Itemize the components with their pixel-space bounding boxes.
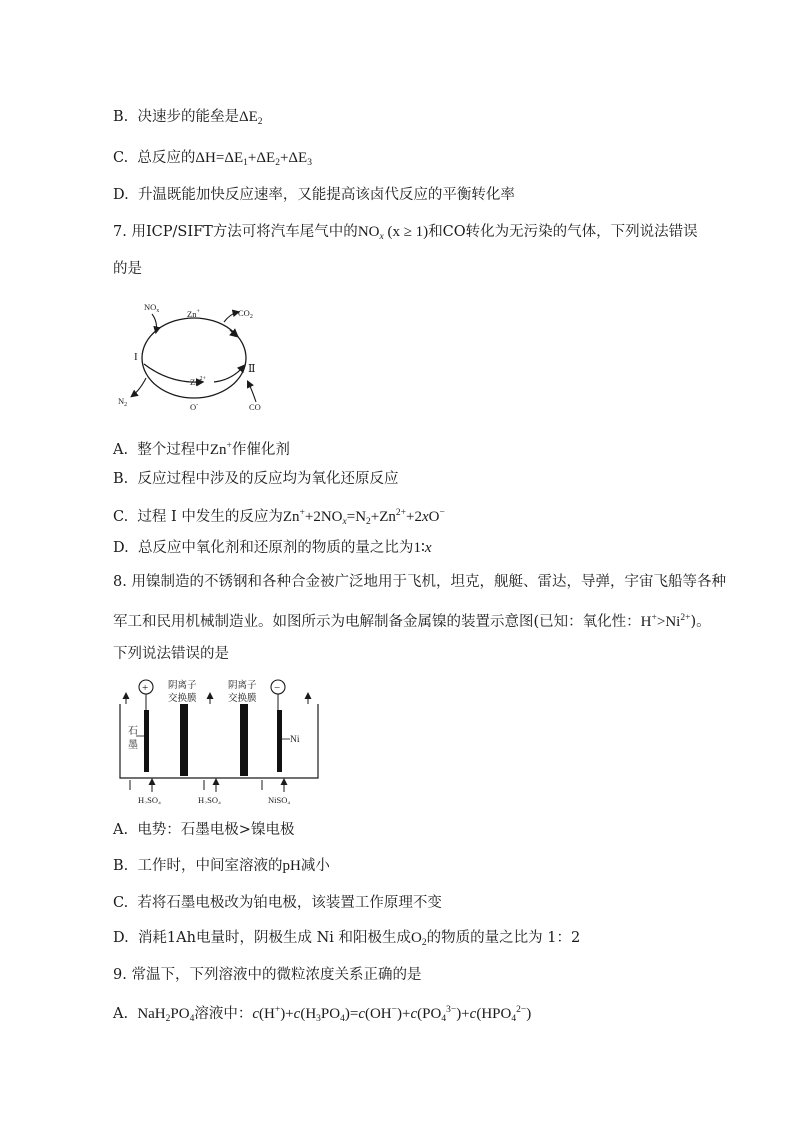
- svg-text:墨: 墨: [128, 740, 138, 751]
- q7-option-a: A. 整个过程中Zn+作催化剂: [113, 441, 290, 458]
- q7-stem-cont: 的是: [113, 261, 142, 277]
- electrolysis-cell-diagram: [112, 676, 322, 804]
- q6-option-c: [113, 148, 312, 173]
- anion-membrane-1: [180, 704, 188, 776]
- niso4-inlet: NiSO₄: [268, 795, 291, 804]
- option-text: 总反应的: [137, 150, 196, 166]
- process-ii-label: Ⅱ: [248, 363, 256, 375]
- h2so4-inlet-1: H₂SO₄: [138, 795, 161, 804]
- svg-text:交换膜: 交换膜: [168, 694, 197, 704]
- process-i-label: I: [134, 351, 138, 363]
- graphite-label: 石: [128, 726, 138, 737]
- option-prefix: B.: [113, 109, 129, 125]
- q8-option-b: B. 工作时，中间室溶液的pH减小: [113, 858, 330, 874]
- q6-option-b: [113, 107, 263, 132]
- q7-option-c: C. 过程 I 中发生的反应为$Zn^++2NO_x=N_2+Zn^{2+}+2xO^-$: [113, 508, 445, 527]
- svg-text:+: +: [142, 682, 149, 694]
- co2-label: $CO_2$: [238, 308, 253, 320]
- q7-option-b: B. 反应过程中涉及的反应均为氧化还原反应: [113, 471, 399, 487]
- q8-option-d: D. 消耗1Ah电量时，阴极生成 Ni 和阳极生成$O_2$的物质的量之比为 1：2: [113, 930, 581, 948]
- nickel-electrode: [277, 710, 282, 772]
- co-label: CO: [249, 402, 261, 412]
- process-i-equation: $Zn^++2NO_x=N_2+Zn^{2+}+2xO^-$: [282, 508, 445, 527]
- q8-stem: 8. 用镍制造的不锈钢和各种合金被广泛地用于飞机，坦克，舰艇、雷达，导弹，宇宙飞船等各种: [113, 574, 726, 590]
- o-minus-label: O-: [190, 402, 199, 412]
- svg-text:交换膜: 交换膜: [228, 694, 257, 704]
- anion-membrane-2: [240, 704, 248, 776]
- option-prefix: D.: [113, 187, 129, 203]
- option-text: 决速步的能垒是: [137, 109, 239, 125]
- n2-label: $N_2$: [118, 396, 128, 408]
- catalytic-cycle-diagram: [110, 292, 270, 420]
- q8-stem-cont: 军工和民用机械制造业。如图所示为电解制备金属镍的装置示意图(已知：氧化性：$H^+>Ni^{2+}$)。: [113, 613, 711, 630]
- option-prefix: C.: [113, 150, 129, 166]
- q9-stem: 9. 常温下，下列溶液中的微粒浓度关系正确的是: [113, 967, 422, 983]
- svg-text:−: −: [274, 682, 281, 694]
- q7-option-d: D. 总反应中氧化剂和还原剂的物质的量之比为1∶x: [113, 540, 432, 556]
- h2so4-inlet-2: H₂SO₄: [198, 795, 221, 804]
- q7-stem: 7. 用ICP/SIFT方法可将汽车尾气中的$NO_x$ (x ≥ 1)和CO转化为无污染的气体，下列说法错误: [113, 224, 698, 242]
- enthalpy-equation: $\Delta H=\Delta E_1+\Delta E_2+\Delta E_3$: [195, 150, 312, 168]
- zn-plus-label: Zn+: [187, 309, 200, 319]
- concentration-equation: $c(H^+)+c(H_3PO_4)=c(OH^-)+c(PO_4^{3-})+c(HPO_4^{2-})$: [252, 1005, 532, 1024]
- cell-tank: [120, 704, 318, 778]
- membrane-label-1: 阴离子: [168, 681, 197, 691]
- q6-option-d: [113, 185, 515, 205]
- delta-e: ΔE: [238, 109, 258, 125]
- membrane-label-2: 阴离子: [228, 681, 257, 691]
- graphite-electrode: [144, 710, 149, 772]
- q9-option-a: A. $NaH_2PO_4$溶液中：$c(H^+)+c(H_3PO_4)=c(OH^-)+c(PO_4^{3-})+c(HPO_4^{2-})$: [113, 1005, 532, 1024]
- q8-stem-cont2: 下列说法错误的是: [113, 646, 229, 662]
- zn2-label: $Zn^{2+}$: [190, 376, 206, 387]
- q8-option-a: A. 电势：石墨电极>镍电极: [113, 822, 295, 838]
- q8-option-c: C. 若将石墨电极改为铂电极，该装置工作原理不变: [113, 895, 442, 911]
- ni-label: Ni: [290, 735, 300, 745]
- nox-label: $NO_x$: [144, 302, 160, 314]
- subscript: 2: [257, 117, 263, 127]
- option-text: 升温既能加快反应速率，又能提高该卤代反应的平衡转化率: [137, 187, 515, 203]
